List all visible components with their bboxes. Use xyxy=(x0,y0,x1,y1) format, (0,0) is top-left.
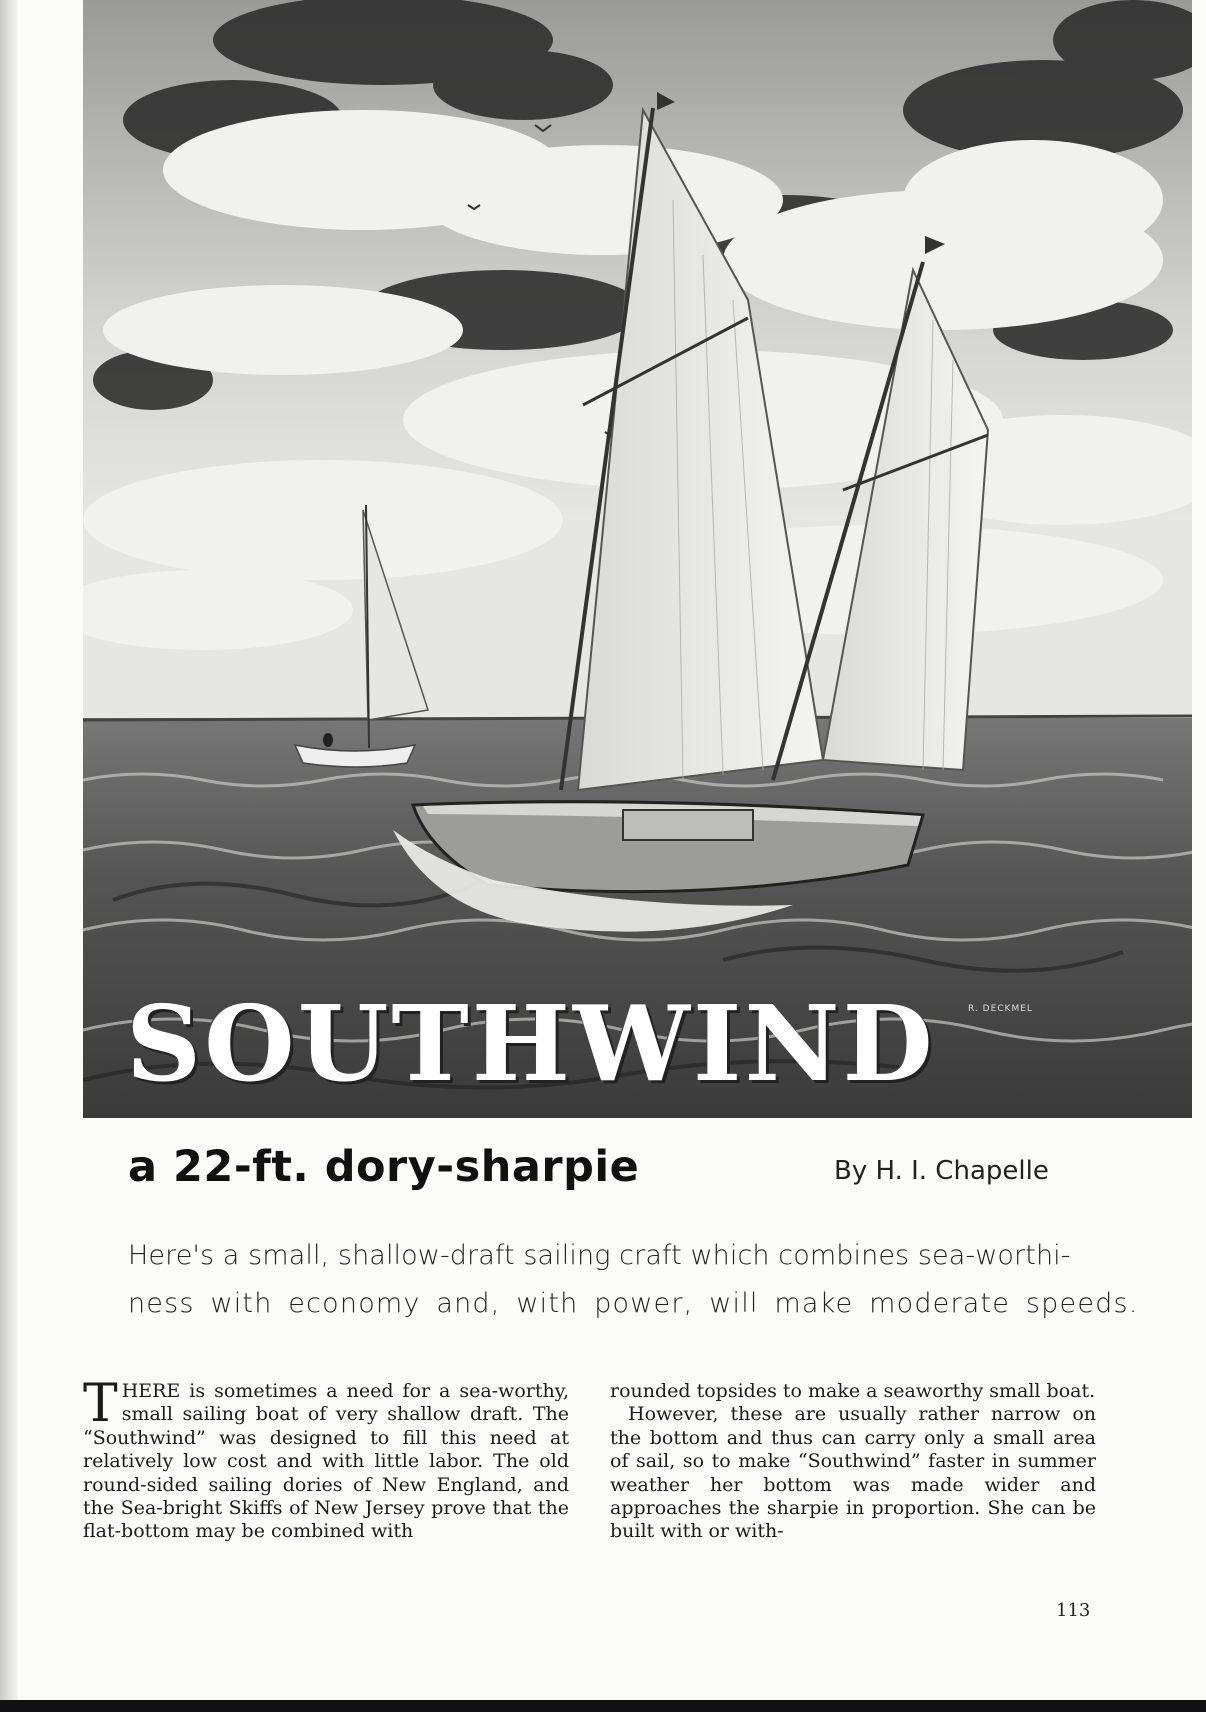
page-number: 113 xyxy=(1056,1600,1091,1621)
illustration-canvas xyxy=(83,0,1192,1118)
deck-line-2: ness with economy and, with power, will make moderate speeds. xyxy=(128,1288,1139,1319)
body-paragraph-2: However, these are usually rather narrow on the bottom and thus can carry only a small area of sail, so to make “Southwind” faster in summer weather her bottom was made wider and approaches the sharpie in proportion. She can be built with or with- xyxy=(610,1403,1096,1543)
drop-cap: T xyxy=(83,1374,118,1434)
article-subtitle: a 22-ft. dory-sharpie xyxy=(128,1142,640,1192)
scan-bottom-edge xyxy=(0,1700,1206,1712)
article-deck xyxy=(128,1232,1139,1328)
article-title: SOUTHWIND xyxy=(126,982,936,1105)
page-gutter-shadow xyxy=(0,0,18,1712)
sailboat-illustration xyxy=(83,0,1192,1118)
body-column-left xyxy=(83,1374,569,1544)
deck-line-1: Here's a small, shallow-draft sailing craft which combines sea-worthi- xyxy=(128,1240,1071,1271)
body-text-left: HERE is sometimes a need for a sea-worthy, small sailing boat of very shallow draft. The “Southwind” was designed to fill this need at relatively low cost and with little labor. The old round-sided sailing dories of New England, and the Sea-bright Skiffs of New Jersey prove that the flat-bottom may be combined with xyxy=(83,1380,569,1543)
artist-signature: R. DECKMEL xyxy=(968,1004,1033,1014)
body-paragraph xyxy=(83,1374,569,1544)
body-paragraph-1: rounded topsides to make a seaworthy small boat. xyxy=(610,1380,1096,1402)
body-column-right xyxy=(610,1380,1096,1544)
article-byline: By H. I. Chapelle xyxy=(834,1156,1049,1186)
